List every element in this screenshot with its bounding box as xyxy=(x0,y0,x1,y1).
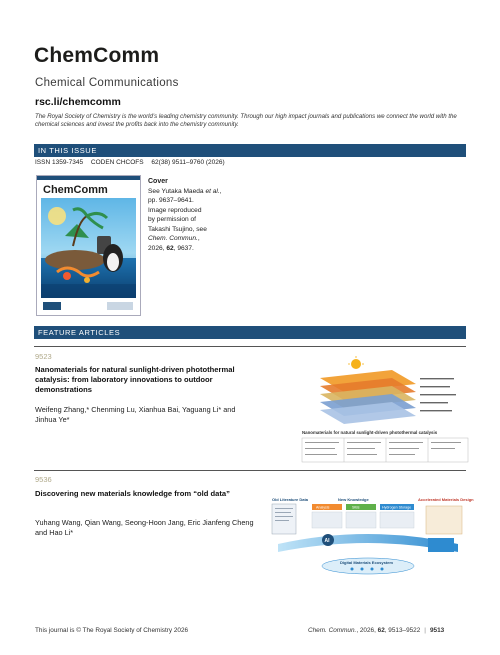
article-page-number[interactable]: 9536 xyxy=(35,475,52,484)
article-graphical-abstract xyxy=(268,494,474,578)
coden: CODEN CHCOFS xyxy=(90,159,144,166)
figure-tag: SIBs xyxy=(352,505,360,510)
figure-label-ecosystem: Digital Materials Ecosystem xyxy=(340,560,393,565)
article-divider xyxy=(34,346,466,347)
cover-line-5: Takashi Tsujino, see xyxy=(148,225,207,233)
issn-line xyxy=(35,159,231,166)
cover-heading: Cover xyxy=(148,178,168,185)
svg-text:AI: AI xyxy=(324,537,330,544)
article-page-number[interactable]: 9523 xyxy=(35,352,52,361)
journal-title: ChemComm xyxy=(34,44,160,67)
figure-label-accelerated: Accelerated Materials Design xyxy=(418,497,474,502)
cover-line-7: 2026, 62, 9637. xyxy=(148,244,194,252)
journal-link[interactable]: rsc.li/chemcomm xyxy=(35,96,121,108)
cover-caption xyxy=(148,177,258,253)
issn: ISSN 1359-7345 xyxy=(35,159,84,166)
article-graphical-abstract xyxy=(300,356,472,464)
article-title[interactable]: Nanomaterials for natural sunlight-driven photothermal catalysis: from laboratory innovations to outdoor demonstrations xyxy=(35,365,235,394)
footer-citation: Chem. Commun., 2026, 62, 9513–9522 | 9513 xyxy=(308,627,445,634)
mission-statement: The Royal Society of Chemistry is the world’s leading chemistry community. Through our high impact journals and publications we connect the world with the chemical sciences and invest the profits back into the chemistry community. xyxy=(35,113,457,128)
journal-subtitle: Chemical Communications xyxy=(35,77,179,89)
cover-image xyxy=(36,175,141,316)
feature-articles-heading: FEATURE ARTICLES xyxy=(38,328,121,337)
volume-range: 62(38) 9511–9760 (2026) xyxy=(151,159,225,166)
feature-articles-band xyxy=(34,326,466,339)
figure-tag: Analysis xyxy=(316,505,330,510)
cover-line-1: See Yutaka Maeda et al., xyxy=(148,187,222,195)
figure-label-old-data: Old Literature Data xyxy=(272,497,309,502)
article-title[interactable]: Discovering new materials knowledge from “old data” xyxy=(35,489,230,498)
cover-line-4: by permission of xyxy=(148,216,197,223)
cover-line-6: Chem. Commun., xyxy=(148,235,200,242)
cover-line-3: Image reproduced xyxy=(148,206,202,214)
footer-copyright: This journal is © The Royal Society of Chemistry 2026 xyxy=(35,627,189,634)
in-this-issue-heading: IN THIS ISSUE xyxy=(38,146,97,155)
cover-line-2: pp. 9637–9641. xyxy=(148,197,194,204)
article-divider xyxy=(34,470,466,471)
figure-caption: Nanomaterials for natural sunlight-driven photothermal catalysis xyxy=(302,430,438,435)
article-authors: Yuhang Wang, Qian Wang, Seong-Hoon Jang, Eric Jianfeng Cheng and Hao Li* xyxy=(35,518,254,537)
cover-logo: ChemComm xyxy=(43,184,108,196)
figure-tag: Hydrogen Storage xyxy=(382,505,412,510)
article-authors: Weifeng Zhang,* Chenming Lu, Xianhua Bai, Yaguang Li* and Jinhua Ye* xyxy=(35,405,236,424)
figure-label-new-knowledge: New Knowledge xyxy=(338,497,369,502)
footer-page-number: 9513 xyxy=(429,627,445,634)
in-this-issue-band xyxy=(34,144,466,157)
